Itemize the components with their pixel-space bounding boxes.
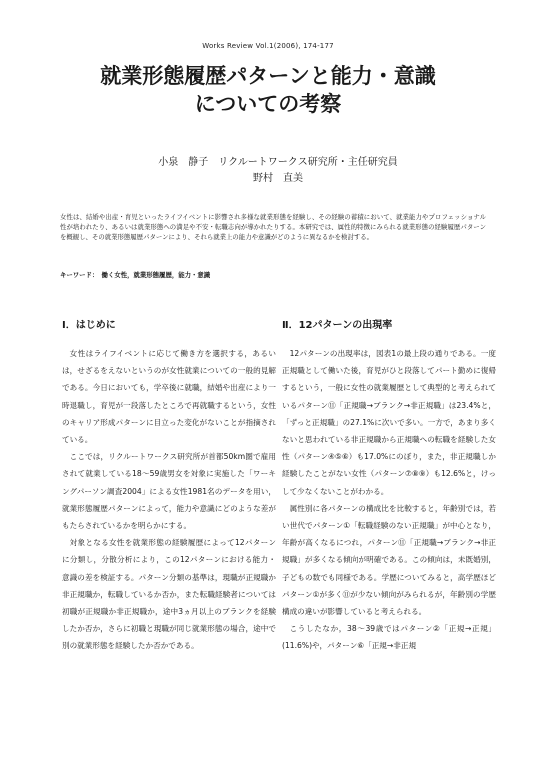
paper-title-line-1: 就業形態履歴パターンと能力・意識	[100, 64, 436, 88]
author-line-2: 野村 直美	[253, 173, 303, 184]
body-paragraph: こうしたなか，38〜39歳ではパターン②「正規→正規」(11.6%)や，パターン⑥「正規→非正規	[282, 624, 496, 651]
paper-title-line-2: についての考察	[194, 92, 342, 116]
right-column	[282, 316, 496, 655]
body-paragraph: 対象となる女性を就業形態の経験履歴によって12パターンに分類し，分散分析により，この12パターンにおける能力・意識の差を検証する。パターン分類の基準は，現職が正規職か非正規職か，転職しているか否か，また転職経験者については初職が正規職か非正規職か，途中3ヵ月以上のブランクを経験したか否か，さらに初職と現職が同じ就業形態の場合，途中で別の就業形態を経験したか否かである。	[62, 538, 276, 651]
paper-title	[40, 62, 496, 118]
journal-header: Works Review Vol.1(2006), 174-177	[202, 42, 334, 50]
author-block	[60, 155, 496, 187]
author-line-1: 小泉 静子 リクルートワークス研究所・主任研究員	[158, 157, 398, 168]
abstract: 女性は、結婚や出産・育児といったライフイベントに影響され多様な就業形態を経験し、その経験の蓄積において、就業能力やプロフェッショナル性が培われたり、あるいは就業形態への満足や不安・転職志向が導かれたりする。本研究では、属性的特徴にみられる就業形態の経験履歴パターンを概観し、その就業形態履歴パターンにより、それら就業上の能力や意識がどのように異なるかを検討する。	[60, 213, 486, 241]
section-heading-pattern-rates: Ⅱ．12パターンの出現率	[282, 320, 393, 331]
body-paragraph: ここでは，リクルートワークス研究所が首都50km圏で雇用されて就業している18〜59歳男女を対象に実施した「ワーキングパーソン調査2004」による女性1981名のデータを用い，就業形態履歴パターンによって，能力や意識にどのような差がもたらされているかを明らかにする。	[62, 452, 276, 531]
body-paragraph: 女性はライフイベントに応じて働き方を選択する，あるいは，せざるをえないというのが女性就業についての一般的見解である。今日においても，学卒後に就職，結婚や出産により一時退職し，育児が一段落したところで再就職するという，女性のキャリア形成パターンに目立った変化がないことが指摘されている。	[62, 349, 276, 445]
keywords: キーワード： 働く女性，就業形態履歴，能力・意識	[60, 271, 211, 279]
body-paragraph: 12パターンの出現率は，図表1の最上段の通りである。一度正規職として働いた後，育児がひと段落してパート勤めに復帰するという，一般に女性の就業履歴として典型的と考えられているパターン⑪「正規職→ブランク→非正規職」は23.4%と，「ずっと正規職」の27.1%に次いで多い。一方で，あまり多くないと思われている非正規職から正規職への転職を経験した女性（パターン④⑤⑥）も17.0%にのぼり，また，非正規職しか経験したことがない女性（パターン⑦⑧⑨）も12.6%と，けっして少なくないことがわかる。	[282, 349, 496, 496]
body-paragraph: 属性別に各パターンの構成比を比較すると，年齢別では，若い世代でパターン①「転職経験のない正規職」が中心となり，年齢が高くなるにつれ，パターン⑪「正規職→ブランク→非正規職」が多くなる傾向が明確である。この傾向は，未既婚別，子どもの数でも同様である。学歴についてみると，高学歴ほどパターン①が多く⑪が少ない傾向がみられるが，年齢別の学歴構成の違いが影響していると考えられる。	[282, 503, 496, 617]
left-column	[62, 316, 276, 655]
section-heading-introduction: Ⅰ．はじめに	[62, 320, 116, 331]
